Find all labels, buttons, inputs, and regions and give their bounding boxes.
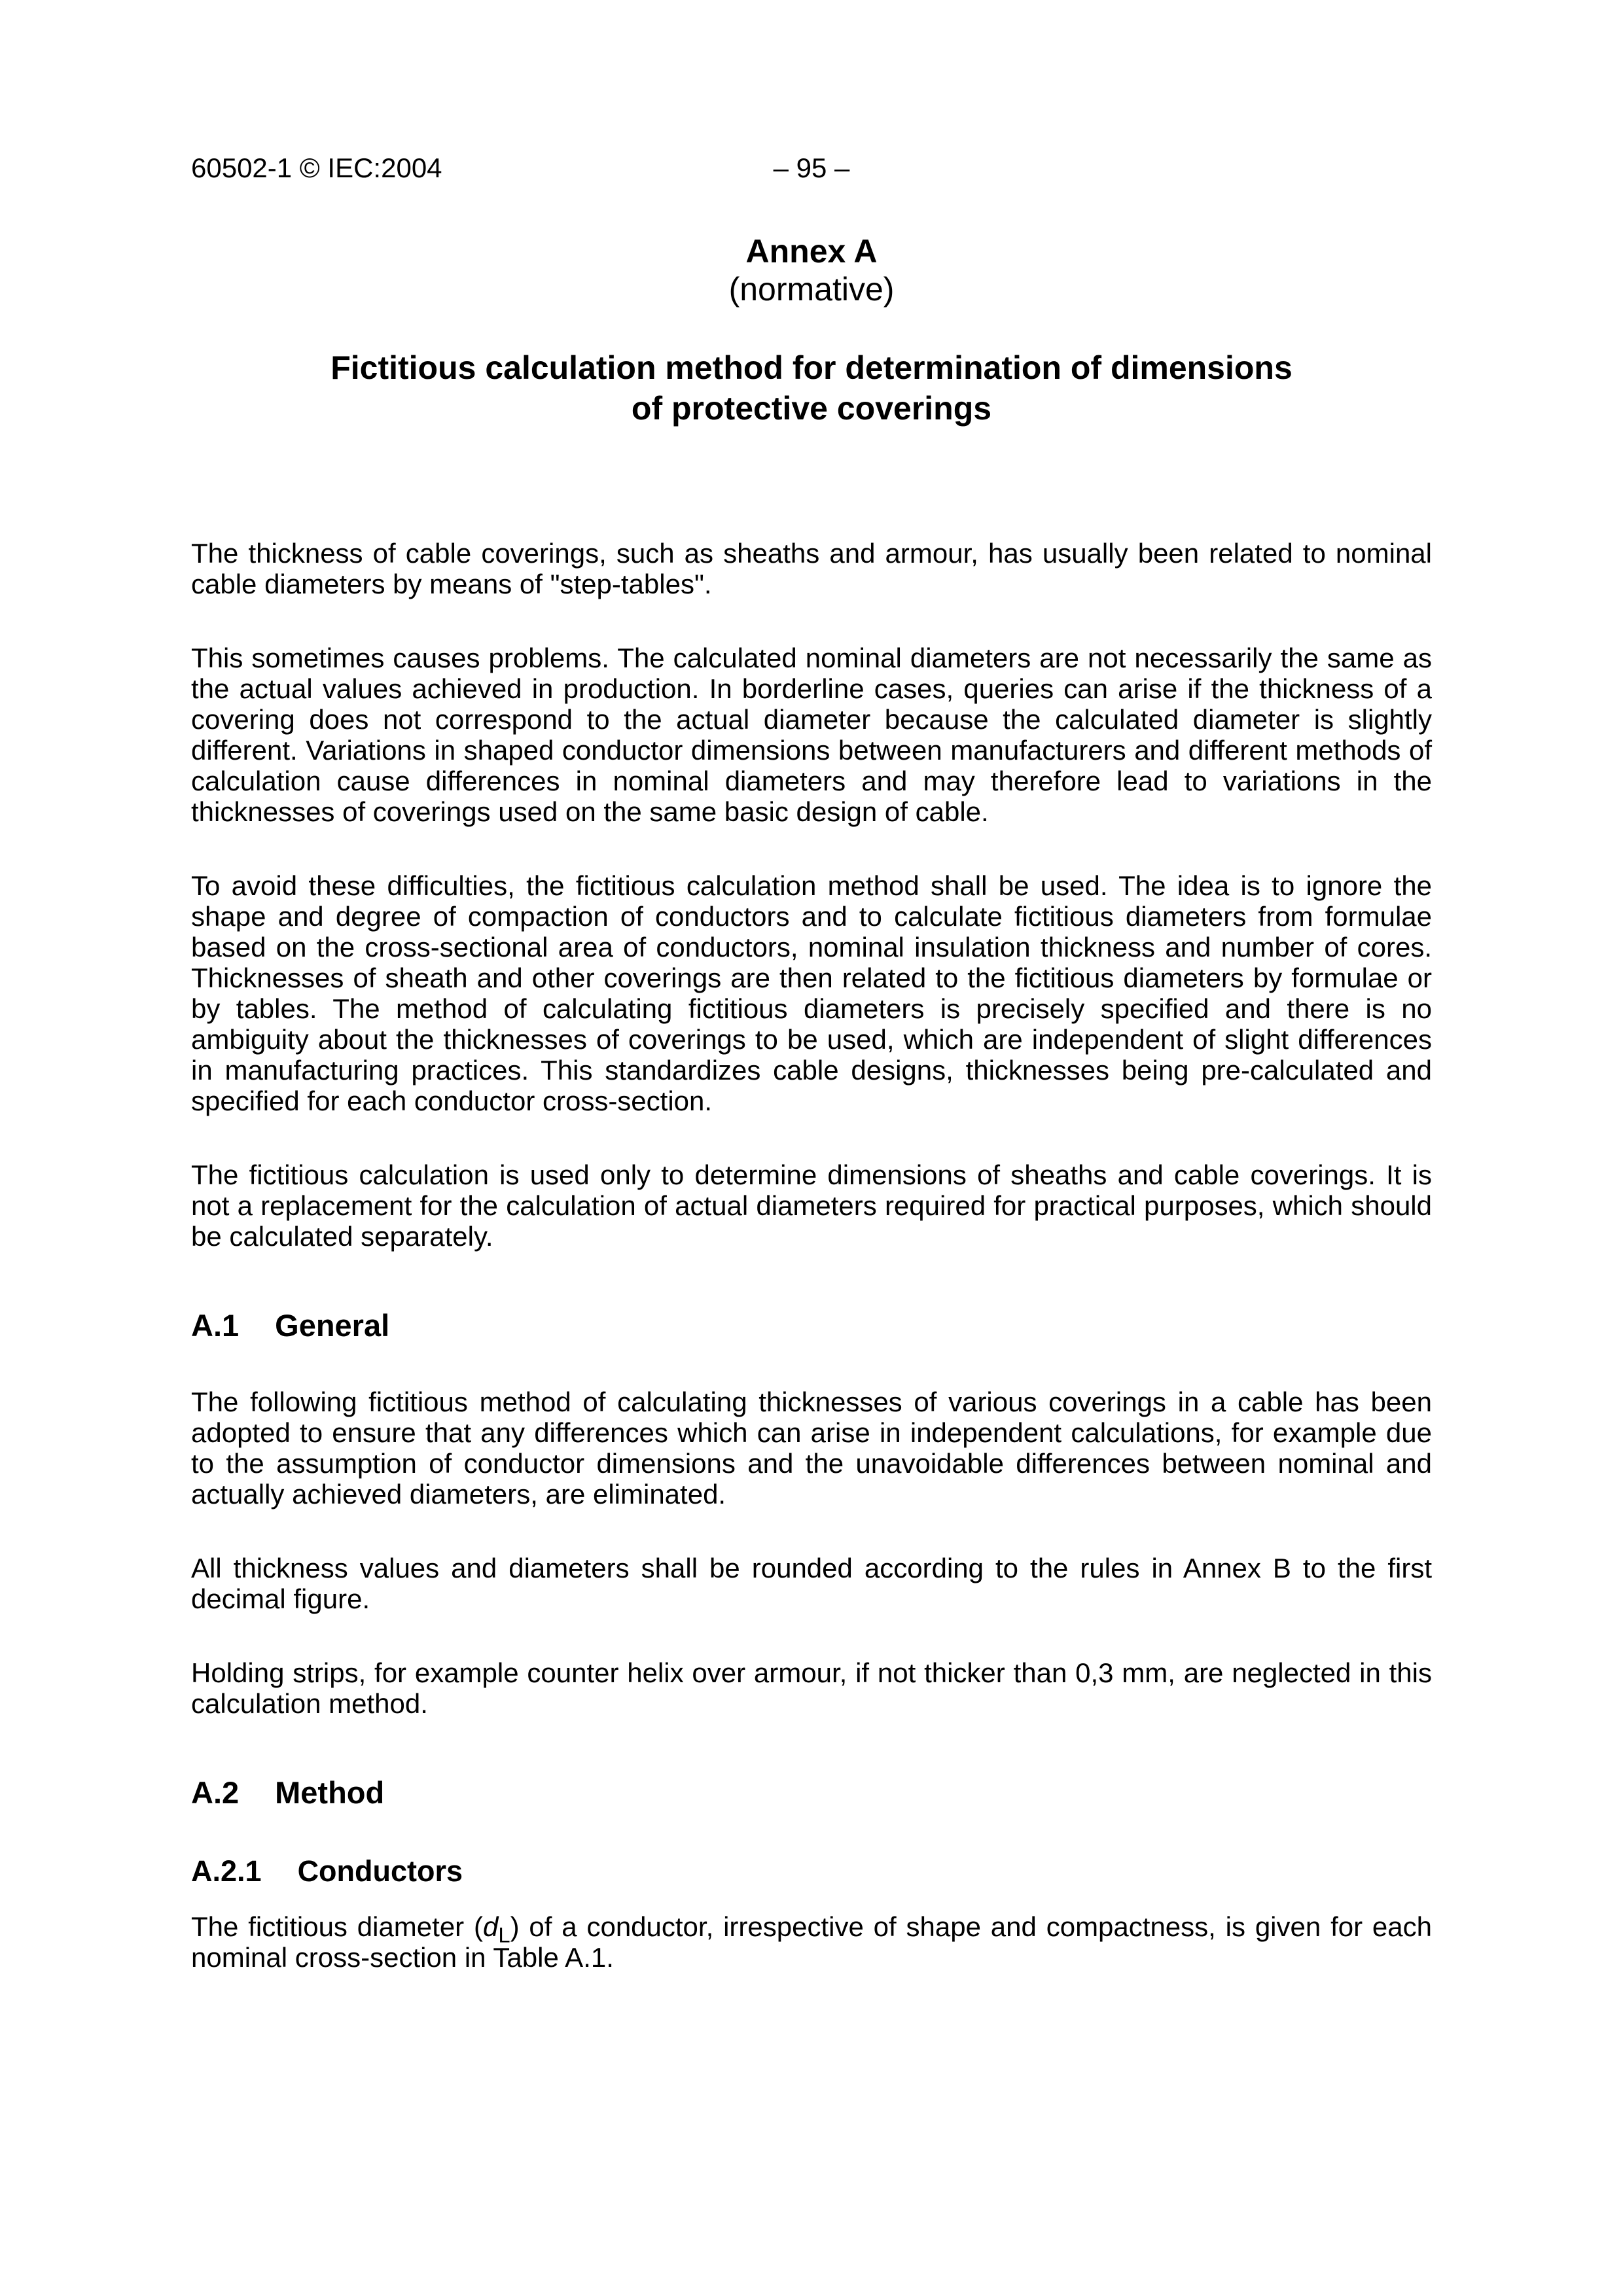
section-number-a2: A.2 xyxy=(191,1775,240,1810)
annex-heading-block xyxy=(191,232,1432,429)
document-title xyxy=(191,347,1432,429)
section-heading-a21 xyxy=(191,1854,1432,1889)
a21-paragraph xyxy=(191,1911,1432,1973)
document-body xyxy=(191,538,1432,1973)
fictitious-diameter-symbol: d xyxy=(483,1911,499,1942)
a1-paragraph-2: All thickness values and diameters shall be rounded according to the rules in Annex B to the first decimal figure. xyxy=(191,1553,1432,1614)
intro-paragraph-4: The fictitious calculation is used only to determine dimensions of sheaths and cable coverings. It is not a replacement for the calculation of actual diameters required for practical purposes, which should be calculated separately. xyxy=(191,1159,1432,1252)
a1-paragraph-1: The following fictitious method of calculating thicknesses of various coverings in a cable has been adopted to ensure that any differences which can arise in independent calculations, for example due to the assumption of conductor dimensions and the unavoidable differences between nominal and actually achieved diameters, are eliminated. xyxy=(191,1386,1432,1510)
annex-label: Annex A xyxy=(745,233,878,270)
a21-text-after: ) of a conductor, irrespective of shape and compactness, is given for each nominal cross-section in Table A.1. xyxy=(191,1911,1432,1973)
section-heading-a1 xyxy=(191,1308,1432,1343)
doc-reference: 60502-1 © IEC:2004 xyxy=(191,152,442,183)
document-title-line-1: Fictitious calculation method for determination of dimensions xyxy=(330,349,1293,386)
section-number-a1: A.1 xyxy=(191,1308,240,1343)
document-title-line-2: of protective coverings xyxy=(631,390,992,427)
section-number-a21: A.2.1 xyxy=(191,1854,262,1888)
section-title-a1: General xyxy=(275,1308,390,1343)
intro-paragraph-2: This sometimes causes problems. The calculated nominal diameters are not necessarily the same as the actual values achieved in production. In borderline cases, queries can arise if the thickness of a covering does not correspond to the actual diameter because the calculated diameter is slightly different. Variations in shaped conductor dimensions between manufacturers and different methods of calculation cause differences in nominal diameters and may therefore lead to variations in the thicknesses of coverings used on the same basic design of cable. xyxy=(191,643,1432,827)
a1-paragraph-3: Holding strips, for example counter helix over armour, if not thicker than 0,3 mm, are neglected in this calculation method. xyxy=(191,1657,1432,1719)
section-title-a2: Method xyxy=(275,1775,385,1810)
page-number: – 95 – xyxy=(773,152,850,183)
intro-paragraph-1: The thickness of cable coverings, such as sheaths and armour, has usually been related to nominal cable diameters by means of "step-tables". xyxy=(191,538,1432,599)
annex-normative-note: (normative) xyxy=(728,271,895,308)
fictitious-diameter-subscript: L xyxy=(498,1922,510,1947)
section-heading-a2 xyxy=(191,1775,1432,1810)
intro-paragraph-3: To avoid these difficulties, the fictitious calculation method shall be used. The idea is to ignore the shape and degree of compaction of conductors and to calculate fictitious diameters from formulae based on the cross-sectional area of conductors, nominal insulation thickness and number of cores. Thicknesses of sheath and other coverings are then related to the fictitious diameters by formulae or by tables. The method of calculating fictitious diameters is precisely specified and there is no ambiguity about the thicknesses of coverings to be used, which are independent of slight differences in manufacturing practices. This standardizes cable designs, thicknesses being pre-calculated and specified for each conductor cross-section. xyxy=(191,870,1432,1116)
section-title-a21: Conductors xyxy=(297,1854,463,1888)
page-header xyxy=(191,152,1432,183)
a21-text-before: The fictitious diameter ( xyxy=(191,1911,483,1942)
